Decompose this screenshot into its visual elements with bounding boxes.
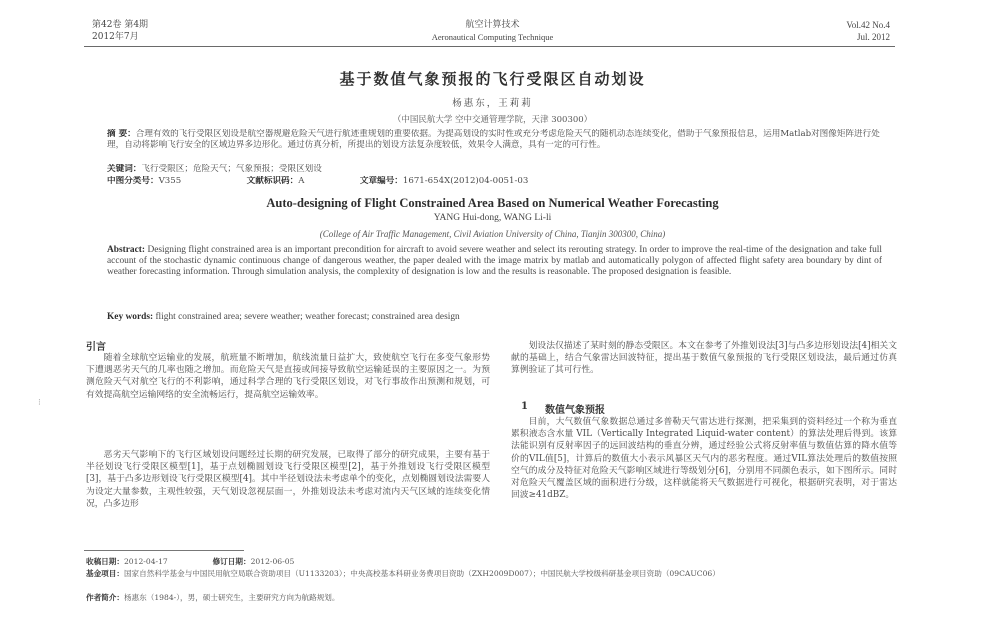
header-journal-en: Aeronautical Computing Technique [431,32,554,42]
authors-en: YANG Hui-dong, WANG Li-li [433,213,552,223]
header-volume-en: Vol.42 No.4 [846,20,890,30]
paper-title-cn: 基于数值气象预报的飞行受限区自动划设 [339,70,646,88]
classification-line [107,176,882,187]
right-column-paragraph-1: 划设法仅描述了某时刻的静态受限区。本文在参考了外推划设法[3]与凸多边形划设法[4]相关文献的基础上，结合气象雷达回波特征，提出基于数值气象预报的飞行受限区划设法，最后通过仿真算例验证了其可行性。 [511,341,897,376]
header-volume-issue: 第42卷 第4期 [92,20,149,30]
header-date-en: Jul. 2012 [856,32,890,42]
section-1-paragraph: 目前，大气数值气象数据总通过多普勒天气雷达进行探测，把采集到的资料经过一个称为垂直累积液态含水量 VIL（Vertically Integrated Liquid-water content）的算法处理后得到。该算法能识别有反射率因子的远回波结构的垂直分辨，通过经验公式将反射率值与数值估算的降水值等价的VIL值[5]，计算后的数值大小表示风暴区天气内的恶劣程度。通过VIL算法处理后的数值按照空气的成分及特征对危险天气影响区域进行等级划分[6]，分别用不同颜色表示，如下图所示。同时对危险天气覆盖区域的面积进行分级，这样就能将天气数据进行可视化，根据研究表明，对于雷达回波≥41dBZ。 [511,417,897,501]
fund-value: 国家自然科学基金与中国民用航空局联合资助项目（U1133203）；中央高校基本科研业务费项目资助（ZXH2009D007）；中国民航大学校级科研基金项目资助（09CAUC06） [123,569,720,578]
abstract-en-text: Designing flight constrained area is an important precondition for aircraft to avoid severe weather and select its rerouting strategy. In order to improve the real-time of the designation and take full account of the stochastic dynamic continuous change of dangerous weather, the paper dealed with the image matrix by matlab and automatically polygon of affected flight safety area boundary by dint of weather forecasting information. Through simulation analysis, the complexity of designation is low and the results is reasonable. The proposed designation is feasible. [107,245,882,277]
received-label: 收稿日期： [86,557,124,566]
author-bio-value: 杨惠东（1984-），男，硕士研究生，主要研究方向为航路规划。 [123,593,340,602]
received-value: 2012-04-17 [123,557,168,566]
section-1-number: 1 [521,401,528,412]
revised-value: 2012-06-05 [250,557,295,566]
footnote-dates [86,556,294,567]
clc-value: V355 [158,176,182,186]
article-number-label: 文章编号： [359,176,403,186]
keywords-cn [107,164,882,175]
doc-code-value: A [298,176,305,186]
revised-label: 修订日期： [212,557,251,566]
section-intro-heading: 引言 [86,342,106,353]
footnote-author [86,592,892,603]
footnote-rule [84,550,244,551]
intro-paragraph-2: 恶劣天气影响下的飞行区域划设问题经过长期的研究发展，已取得了部分的研究成果，主要有基于半径划设飞行受限区模型[1]，基于点划椭圆划设飞行受限区模型[2]，基于外推划设飞行受限区模型[3]，基于凸多边形划设飞行受限区模型[4]。其中半径划设法未考虑单个的变化，点划椭圆划设法需要人为设定大量参数，主观性较强，天气划设忽视层面一，外推划设法未考虑对流内天气区域的连续变化情况，凸多边形 [86,450,490,509]
footnote-fund [86,568,892,590]
section-1-heading: 数值气象预报 [545,405,605,416]
abstract-cn-text: 合理有效的飞行受限区划设是航空器规避危险天气进行航迹重规划的重要依据。为提高划设的实时性或充分考虑危险天气的随机动态连续变化，借助于气象预报信息，运用Matlab对图像矩阵进行处理，自动将影响飞行安全的区域边界多边形化。通过仿真分析，所提出的划设方法复杂度较低，效果令人满意，具有一定的可行性。 [107,129,880,150]
abstract-cn [107,129,882,163]
margin-mark: ⁝ [38,398,41,408]
affiliation-cn: （中国民航大学 空中交通管理学院，天津 300300） [392,115,593,125]
header-journal-cn: 航空计算技术 [465,20,520,30]
keywords-en-label: Key words: [107,312,154,322]
intro-paragraph-1: 随着全球航空运输业的发展，航班量不断增加，航线流量日益扩大，致使航空飞行在多变气象形势下遭遇恶劣天气的几率也随之增加。而危险天气是直接或间接导致航空运输延误的主要原因之一。为预测危险天气对航空飞行的不利影响，通过科学合理的飞行受限区划设，对飞行事故作出预测和规划，可有效提高航空运输网络的安全流畅运行，提高航空运输效率。 [86,353,490,400]
authors-cn: 杨惠东，王莉莉 [452,98,533,109]
doc-code-label: 文献标识码： [246,176,299,186]
keywords-cn-text: 飞行受限区；危险天气；气象预报；受限区划设 [141,164,322,174]
author-bio-label: 作者简介： [86,593,124,602]
fund-label: 基金项目： [86,569,124,578]
header-date: 2012年7月 [92,32,139,42]
keywords-cn-label: 关键词： [107,164,142,174]
keywords-en [107,312,882,324]
abstract-cn-label: 摘 要： [107,129,136,139]
article-number-value: 1671-654X(2012)04-0051-03 [402,176,529,186]
affiliation-en: (College of Air Traffic Management, Civil Aviation University of China, Tianjin 300300, China) [319,229,666,239]
paper-title-en: Auto-designing of Flight Constrained Area Based on Numerical Weather Forecasting [266,196,719,210]
abstract-en-label: Abstract: [107,245,146,255]
abstract-en [107,245,882,311]
header-rule [84,46,895,47]
clc-label: 中图分类号： [107,176,159,186]
keywords-en-text: flight constrained area; severe weather; weather forecast; constrained area design [155,312,460,322]
